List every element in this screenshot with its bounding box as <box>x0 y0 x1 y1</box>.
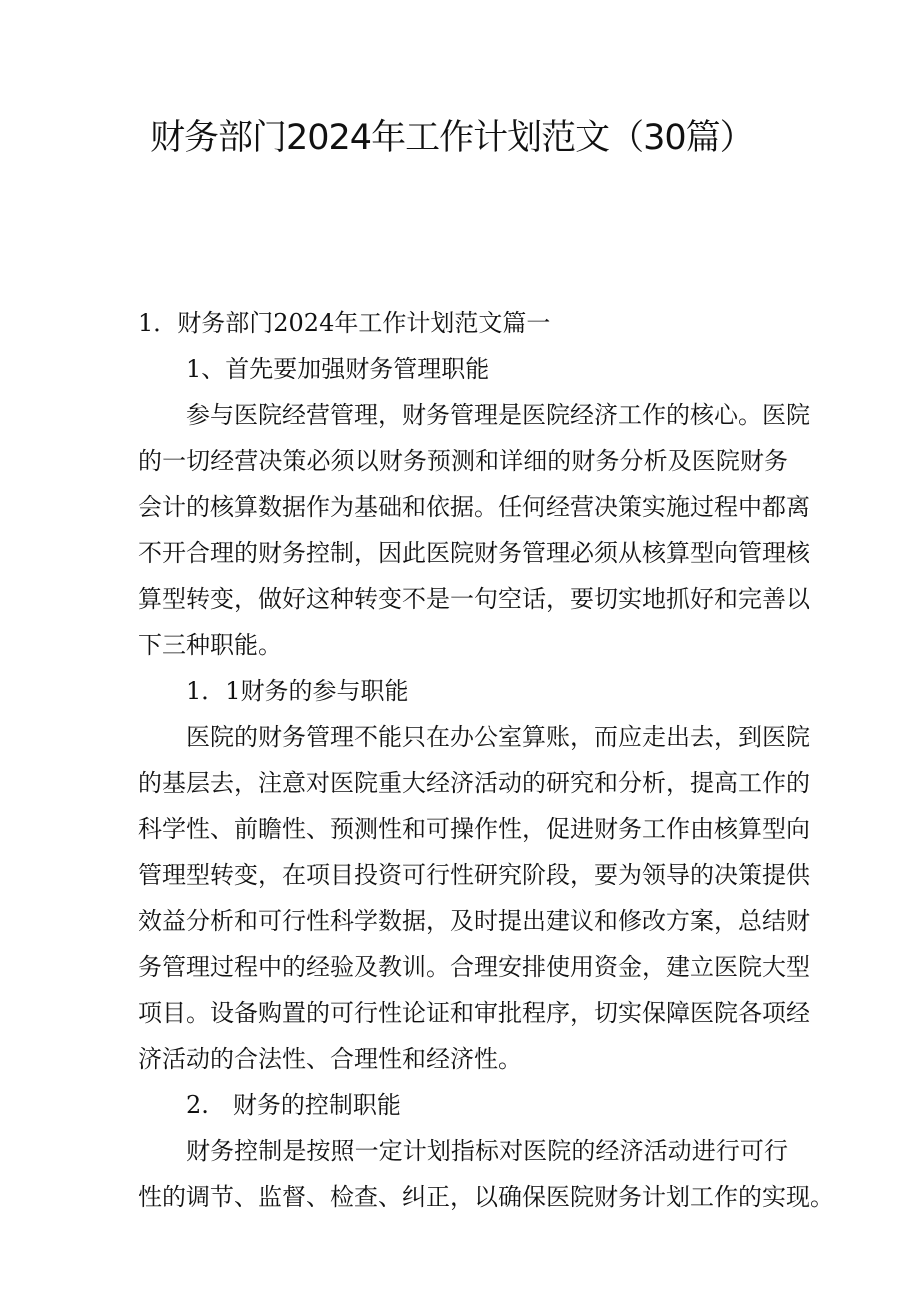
paragraph-line: 算型转变，做好这种转变不是一句空话，要切实地抓好和完善以 <box>138 585 810 613</box>
document-body <box>138 300 834 1220</box>
paragraph-line: 不开合理的财务控制，因此医院财务管理必须从核算型向管理核 <box>138 539 810 567</box>
paragraph-line: 项目。设备购置的可行性论证和审批程序，切实保障医院各项经 <box>138 999 810 1027</box>
paragraph-line: 的基层去，注意对医院重大经济活动的研究和分析，提高工作的 <box>138 769 810 797</box>
paragraph-line: 医院的财务管理不能只在办公室算账，而应走出去，到医院 <box>186 723 810 751</box>
section-heading: 1．财务部门2024年工作计划范文篇一 <box>138 309 551 337</box>
paragraph-line: 务管理过程中的经验及教训。合理安排使用资金，建立医院大型 <box>138 953 810 981</box>
subheading-participation-function: 1．1财务的参与职能 <box>186 677 409 705</box>
paragraph-line: 性的调节、监督、检查、纠正，以确保医院财务计划工作的实现。 <box>138 1183 834 1211</box>
paragraph-line: 的一切经营决策必须以财务预测和详细的财务分析及医院财务 <box>138 447 788 475</box>
subheading-strengthen-functions: 1、首先要加强财务管理职能 <box>186 355 490 383</box>
paragraph-line: 效益分析和可行性科学数据，及时提出建议和修改方案，总结财 <box>138 907 810 935</box>
document-title: 财务部门2024年工作计划范文（30篇） <box>150 118 754 158</box>
paragraph-line: 参与医院经营管理，财务管理是医院经济工作的核心。医院 <box>186 401 810 429</box>
paragraph-line: 济活动的合法性、合理性和经济性。 <box>138 1045 522 1073</box>
paragraph-line: 下三种职能。 <box>138 631 282 659</box>
paragraph-line: 会计的核算数据作为基础和依据。任何经营决策实施过程中都离 <box>138 493 810 521</box>
paragraph-line: 管理型转变，在项目投资可行性研究阶段，要为领导的决策提供 <box>138 861 810 889</box>
subheading-text: 财务的控制职能 <box>232 1091 401 1119</box>
subheading-control-function <box>138 1082 788 1128</box>
subheading-number: 2. <box>186 1091 209 1119</box>
paragraph-line: 科学性、前瞻性、预测性和可操作性，促进财务工作由核算型向 <box>138 815 810 843</box>
paragraph-line: 财务控制是按照一定计划指标对医院的经济活动进行可行 <box>186 1137 788 1165</box>
